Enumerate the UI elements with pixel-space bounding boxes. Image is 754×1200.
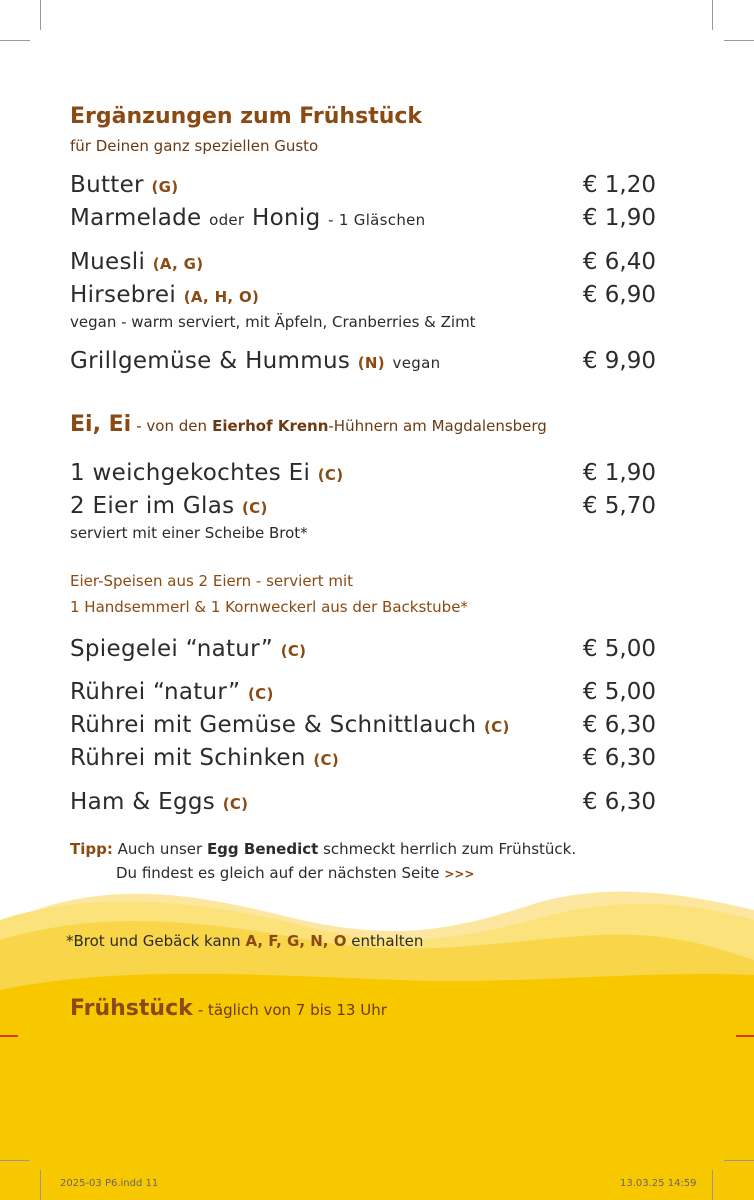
price-scrambled-egg: € 5,00 — [582, 679, 656, 705]
crop-mark-bottom-left-h — [0, 1160, 30, 1161]
allergen-note: *Brot und Gebäck kann A, F, G, N, O enthalten — [66, 932, 424, 950]
menu-item-eggs-in-glass: 2 Eier im Glas (C) — [70, 493, 268, 519]
allergen-code: (C) — [222, 795, 249, 813]
footer-timestamp: 13.03.25 14:59 — [620, 1178, 697, 1189]
menu-item-scrambled-egg-ham: Rührei mit Schinken (C) — [70, 745, 339, 771]
crop-mark-bottom-right-v — [712, 1170, 713, 1200]
allergen-code: (G) — [151, 178, 179, 196]
allergen-code: (C) — [280, 642, 307, 660]
allergen-code: (A, G) — [152, 255, 204, 273]
price-scrambled-egg-vegetables: € 6,30 — [582, 712, 656, 738]
crop-mark-top-left-v — [40, 0, 41, 30]
tip-line-1: Tipp: Auch unser Egg Benedict schmeckt herrlich zum Frühstück. — [70, 840, 577, 858]
menu-item-ham-and-eggs: Ham & Eggs (C) — [70, 789, 249, 815]
allergen-code: (C) — [242, 499, 268, 517]
section-subtitle-supplements: für Deinen ganz speziellen Gusto — [70, 137, 319, 155]
crop-mark-bottom-right-h — [724, 1160, 754, 1161]
egg-dishes-note-2: 1 Handsemmerl & 1 Kornweckerl aus der Backstube* — [70, 598, 468, 616]
menu-item-millet-porridge: Hirsebrei (A, H, O) — [70, 282, 260, 308]
price-jam-honey: € 1,90 — [582, 205, 656, 231]
menu-item-muesli: Muesli (A, G) — [70, 249, 204, 275]
menu-item-grilled-vegetables: Grillgemüse & Hummus (N) vegan — [70, 348, 441, 374]
item-description: vegan - warm serviert, mit Äpfeln, Cranberries & Zimt — [70, 313, 476, 331]
tip-line-2: Du findest es gleich auf der nächsten Seite >>> — [116, 864, 475, 882]
crop-mark-top-right-h — [724, 40, 754, 41]
menu-item-fried-egg: Spiegelei “natur” (C) — [70, 636, 307, 662]
menu-item-butter: Butter (G) — [70, 172, 179, 198]
egg-dishes-note: Eier-Speisen aus 2 Eiern - serviert mit — [70, 572, 354, 590]
price-fried-egg: € 5,00 — [582, 636, 656, 662]
footer-file-info: 2025-03 P6.indd 11 — [60, 1178, 159, 1189]
allergen-code: (A, H, O) — [183, 288, 260, 306]
allergen-code: (C) — [317, 466, 344, 484]
price-soft-boiled-egg: € 1,90 — [582, 460, 656, 486]
menu-item-scrambled-egg-vegetables: Rührei mit Gemüse & Schnittlauch (C) — [70, 712, 510, 738]
menu-item-soft-boiled-egg: 1 weichgekochtes Ei (C) — [70, 460, 344, 486]
registration-mark-left — [0, 1035, 18, 1037]
price-ham-and-eggs: € 6,30 — [582, 789, 656, 815]
yellow-wave-background — [0, 880, 754, 1200]
section-title-eggs: Ei, Ei - von den Eierhof Krenn-Hühnern am Magdalensberg — [70, 412, 547, 437]
allergen-code: (N) — [357, 354, 385, 372]
price-butter: € 1,20 — [582, 172, 656, 198]
crop-mark-top-left-h — [0, 40, 30, 41]
menu-item-scrambled-egg: Rührei “natur” (C) — [70, 679, 274, 705]
price-scrambled-egg-ham: € 6,30 — [582, 745, 656, 771]
allergen-code: (C) — [484, 718, 510, 736]
price-muesli: € 6,40 — [582, 249, 656, 275]
registration-mark-right — [736, 1035, 754, 1037]
allergen-code: (C) — [248, 685, 274, 703]
price-millet-porridge: € 6,90 — [582, 282, 656, 308]
price-eggs-in-glass: € 5,70 — [582, 493, 656, 519]
crop-mark-top-right-v — [712, 0, 713, 30]
price-grilled-vegetables: € 9,90 — [582, 348, 656, 374]
item-description: serviert mit einer Scheibe Brot* — [70, 524, 308, 542]
next-page-arrows: >>> — [444, 867, 475, 881]
menu-item-jam-honey: Marmelade oder Honig - 1 Gläschen — [70, 205, 426, 231]
allergen-code: (C) — [313, 751, 339, 769]
crop-mark-bottom-left-v — [40, 1170, 41, 1200]
section-title-supplements: Ergänzungen zum Frühstück — [70, 104, 423, 129]
breakfast-hours: Frühstück - täglich von 7 bis 13 Uhr — [70, 996, 387, 1021]
